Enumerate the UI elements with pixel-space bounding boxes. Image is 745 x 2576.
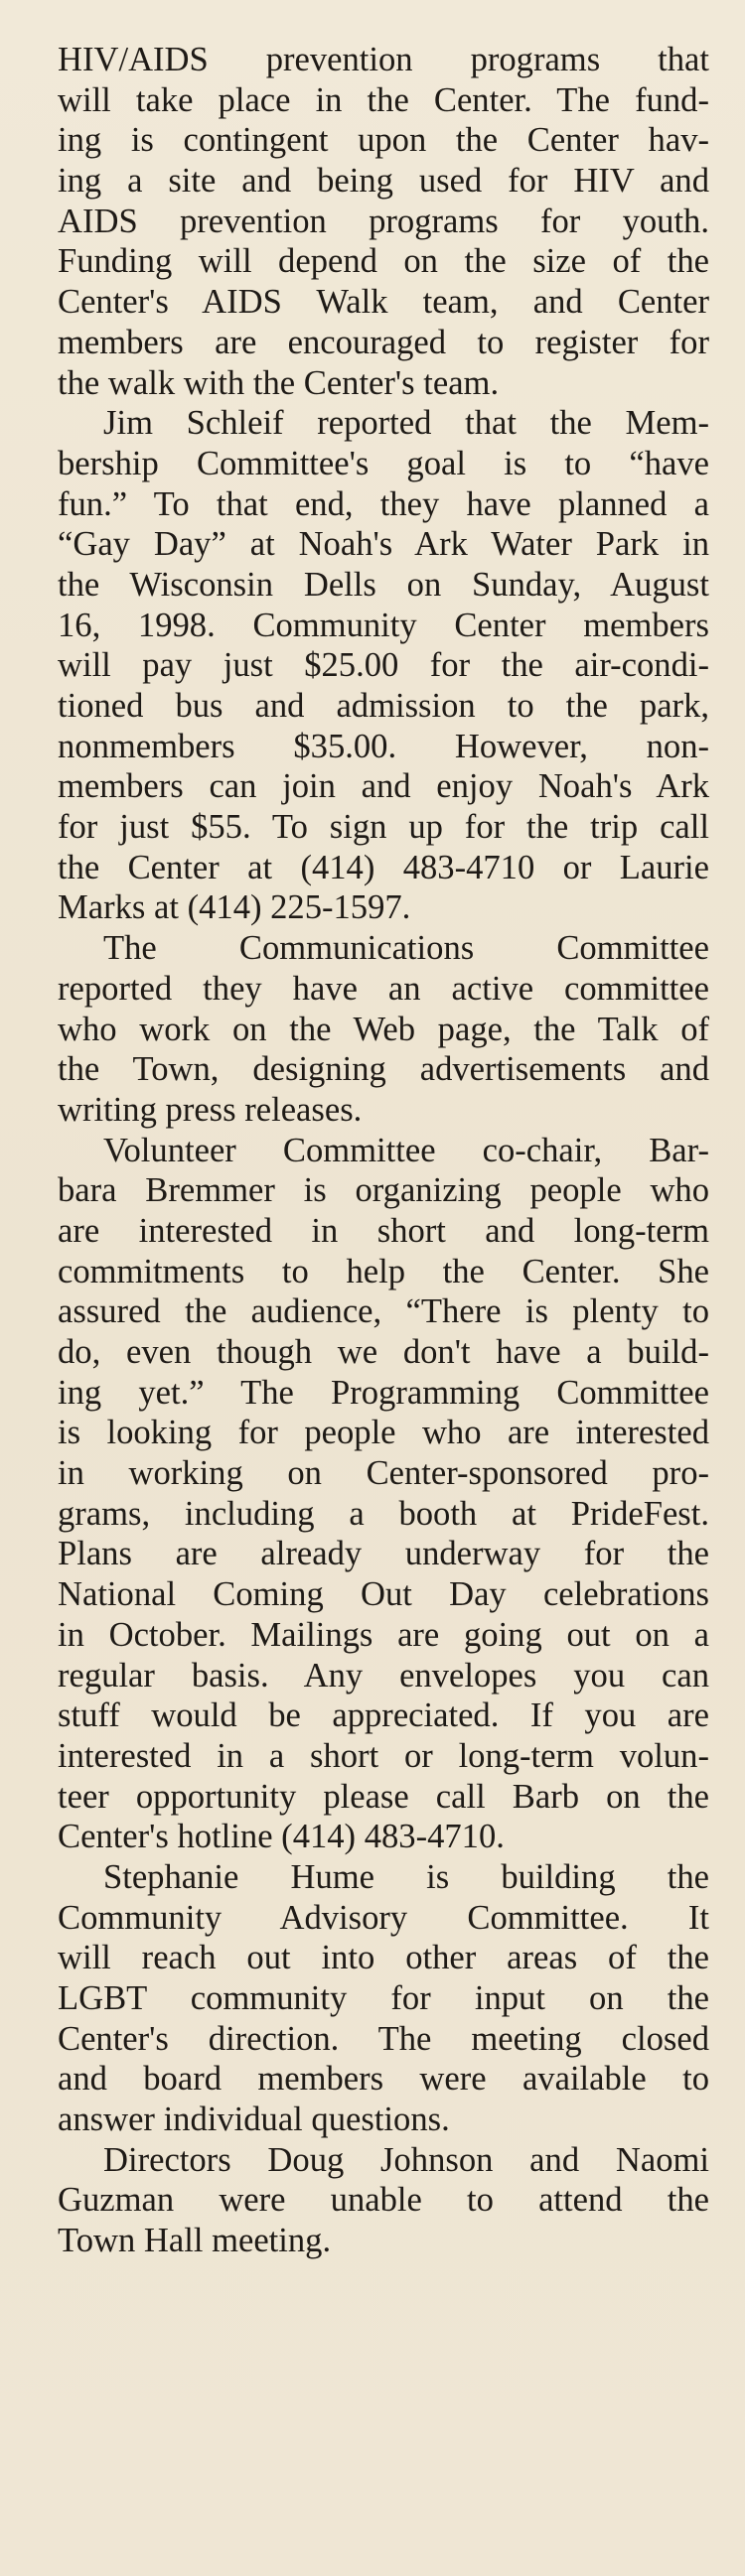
text-line: do, even though we don't have a build- [58,1333,709,1371]
text-line: Center's direction. The meeting closed [58,2019,709,2058]
text-line: ing a site and being used for HIV and [58,162,709,201]
text-line: Funding will depend on the size of the [58,242,709,281]
text-line: will take place in the Center. The fund- [58,80,709,119]
text-line: who work on the Web page, the Talk of [58,1010,709,1048]
text-line: bership Committee's goal is to “have [58,444,709,482]
text-line: Plans are already underway for the [58,1535,709,1573]
article-paragraph [58,1857,709,2140]
text-line: HIV/AIDS prevention programs that [58,41,709,78]
text-line: is looking for people who are interested [58,1414,709,1452]
text-line: ing yet.” The Programming Committee [58,1373,709,1412]
text-line: Jim Schleif reported that the Mem- [103,404,709,443]
text-line: grams, including a booth at PrideFest. [58,1494,709,1533]
article-paragraph [58,40,709,403]
text-line: teer opportunity please call Barb on the [58,1777,709,1816]
article-paragraph [58,2140,709,2261]
text-line: “Gay Day” at Noah's Ark Water Park in [58,525,709,564]
text-line: in October. Mailings are going out on a [58,1615,709,1654]
text-line: members are encouraged to register for [58,323,709,361]
text-line: tioned bus and admission to the park, [58,687,709,725]
text-line: members can join and enjoy Noah's Ark [58,767,709,806]
text-line: for just $55. To sign up for the trip call [58,808,709,847]
text-line: stuff would be appreciated. If you are [58,1696,709,1735]
text-line: in working on Center-sponsored pro- [58,1454,709,1493]
text-line: bara Bremmer is organizing people who [58,1171,709,1210]
text-line: fun.” To that end, they have planned a [58,484,709,523]
text-line: will reach out into other areas of the [58,1939,709,1977]
text-line: are interested in short and long-term [58,1211,709,1250]
article-paragraph [58,928,709,1130]
text-line: the Wisconsin Dells on Sunday, August [58,565,709,604]
text-line: Town Hall meeting. [58,2222,332,2260]
text-line: the Town, designing advertisements and [58,1050,709,1089]
text-line: National Coming Out Day celebrations [58,1575,709,1614]
text-line: the Center at (414) 483-4710 or Laurie [58,848,709,886]
text-line: commitments to help the Center. She [58,1252,709,1290]
text-line: Guzman were unable to attend the [58,2181,709,2220]
text-line: Center's hotline (414) 483-4710. [58,1818,505,1856]
text-line: Volunteer Committee co-chair, Bar- [103,1131,709,1169]
text-line: Stephanie Hume is building the [103,1857,709,1896]
text-line: and board members were available to [58,2060,709,2099]
text-line: interested in a short or long-term volun- [58,1736,709,1775]
text-line: ing is contingent upon the Center hav- [58,121,709,160]
article-paragraph [58,403,709,928]
text-line: will pay just $25.00 for the air-condi- [58,646,709,685]
article-column [58,40,709,2261]
text-line: assured the audience, “There is plenty to [58,1292,709,1331]
text-line: AIDS prevention programs for youth. [58,202,709,240]
text-line: LGBT community for input on the [58,1979,709,2017]
text-line: answer individual questions. [58,2101,450,2139]
text-line: nonmembers $35.00. However, non- [58,727,709,765]
text-line: Directors Doug Johnson and Naomi [103,2140,709,2179]
text-line: reported they have an active committee [58,969,709,1008]
text-line: writing press releases. [58,1090,363,1129]
article-paragraph [58,1131,709,1857]
text-line: the walk with the Center's team. [58,363,500,402]
text-line: Marks at (414) 225-1597. [58,888,411,927]
text-line: Community Advisory Committee. It [58,1898,709,1937]
text-line: regular basis. Any envelopes you can [58,1656,709,1695]
text-line: Center's AIDS Walk team, and Center [58,283,709,322]
text-line: 16, 1998. Community Center members [58,606,709,644]
text-line: The Communications Committee [103,929,709,968]
